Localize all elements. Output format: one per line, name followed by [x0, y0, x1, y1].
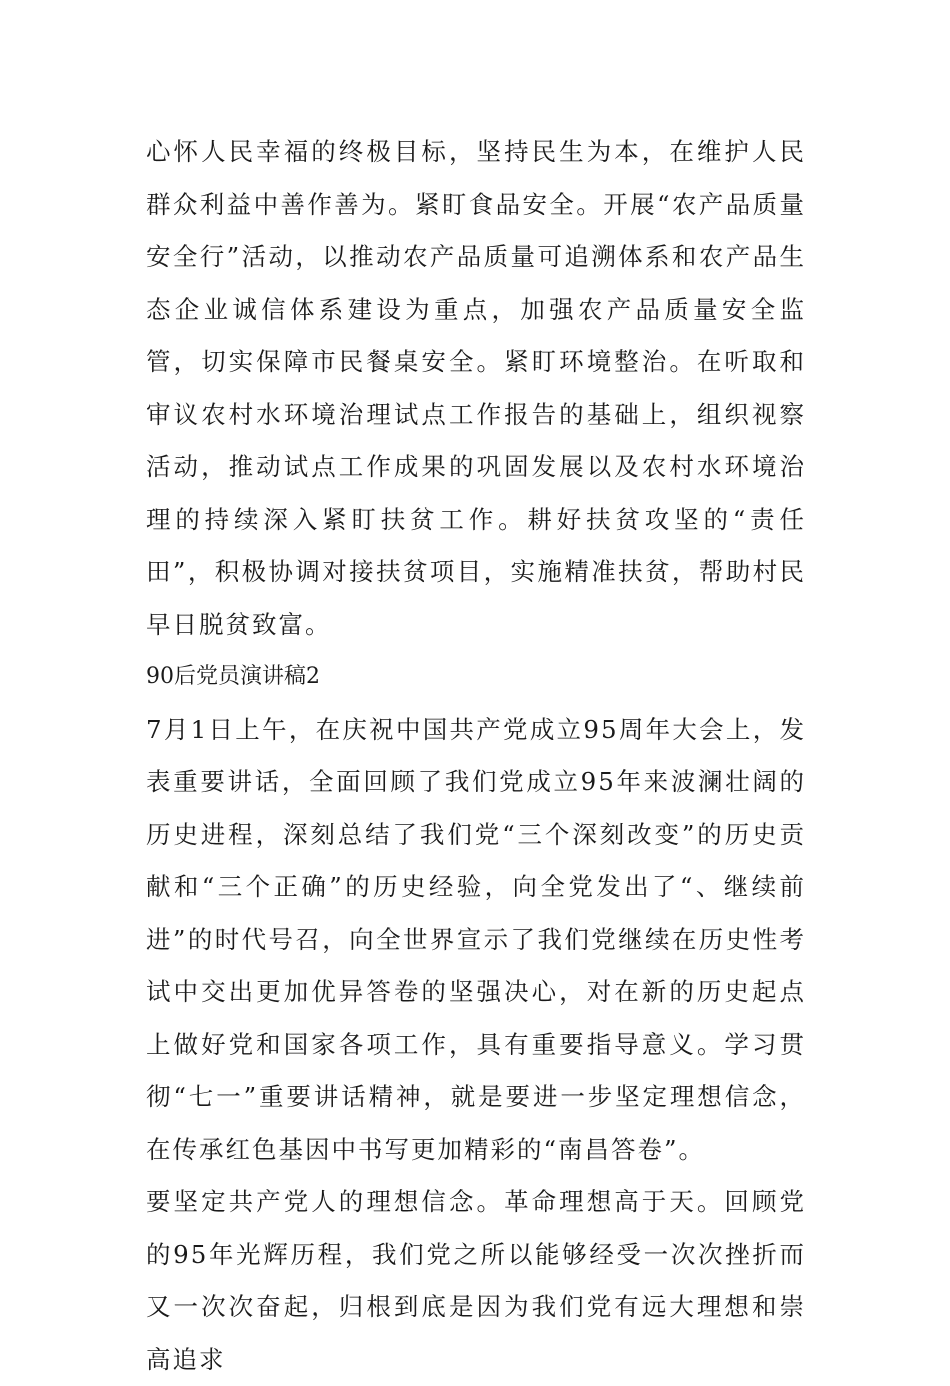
- paragraph-livelihood: 心怀人民幸福的终极目标，坚持民生为本，在维护人民群众利益中善作善为。紧盯食品安全。开展“农产品质量安全行”活动，以推动农产品质量可追溯体系和农产品生态企业诚信体系建设为重点，加强农产品质量安全监管，切实保障市民餐桌安全。紧盯环境整治。在听取和审议农村水环境治理试点工作报告的基础上，组织视察活动，推动试点工作成果的巩固发展以及农村水环境治理的持续深入紧盯扶贫工作。耕好扶贫攻坚的“责任田”，积极协调对接扶贫项目，实施精准扶贫，帮助村民早日脱贫致富。: [146, 137, 806, 639]
- section-heading: 90后党员演讲稿2: [146, 664, 320, 689]
- paragraph-july-first-speech: 7月1日上午，在庆祝中国共产党成立95周年大会上，发表重要讲话，全面回顾了我们党成立95年来波澜壮阔的历史进程，深刻总结了我们党“三个深刻改变”的历史贡献和“三个正确”的历史经验，向全党发出了“、继续前进”的时代号召，向全世界宣示了我们党继续在历史性考试中交出更加优异答卷的坚强决心，对在新的历史起点上做好党和国家各项工作，具有重要指导意义。学习贯彻“七一”重要讲话精神，就是要进一步坚定理想信念，在传承红色基因中书写更加精彩的“南昌答卷”。: [146, 714, 806, 1164]
- document-body: [146, 126, 806, 1386]
- paragraph-ideals-beliefs: 要坚定共产党人的理想信念。革命理想高于天。回顾党的95年光辉历程，我们党之所以能够经受一次次挫折而又一次次奋起，归根到底是因为我们党有远大理想和崇高追求: [146, 1187, 806, 1374]
